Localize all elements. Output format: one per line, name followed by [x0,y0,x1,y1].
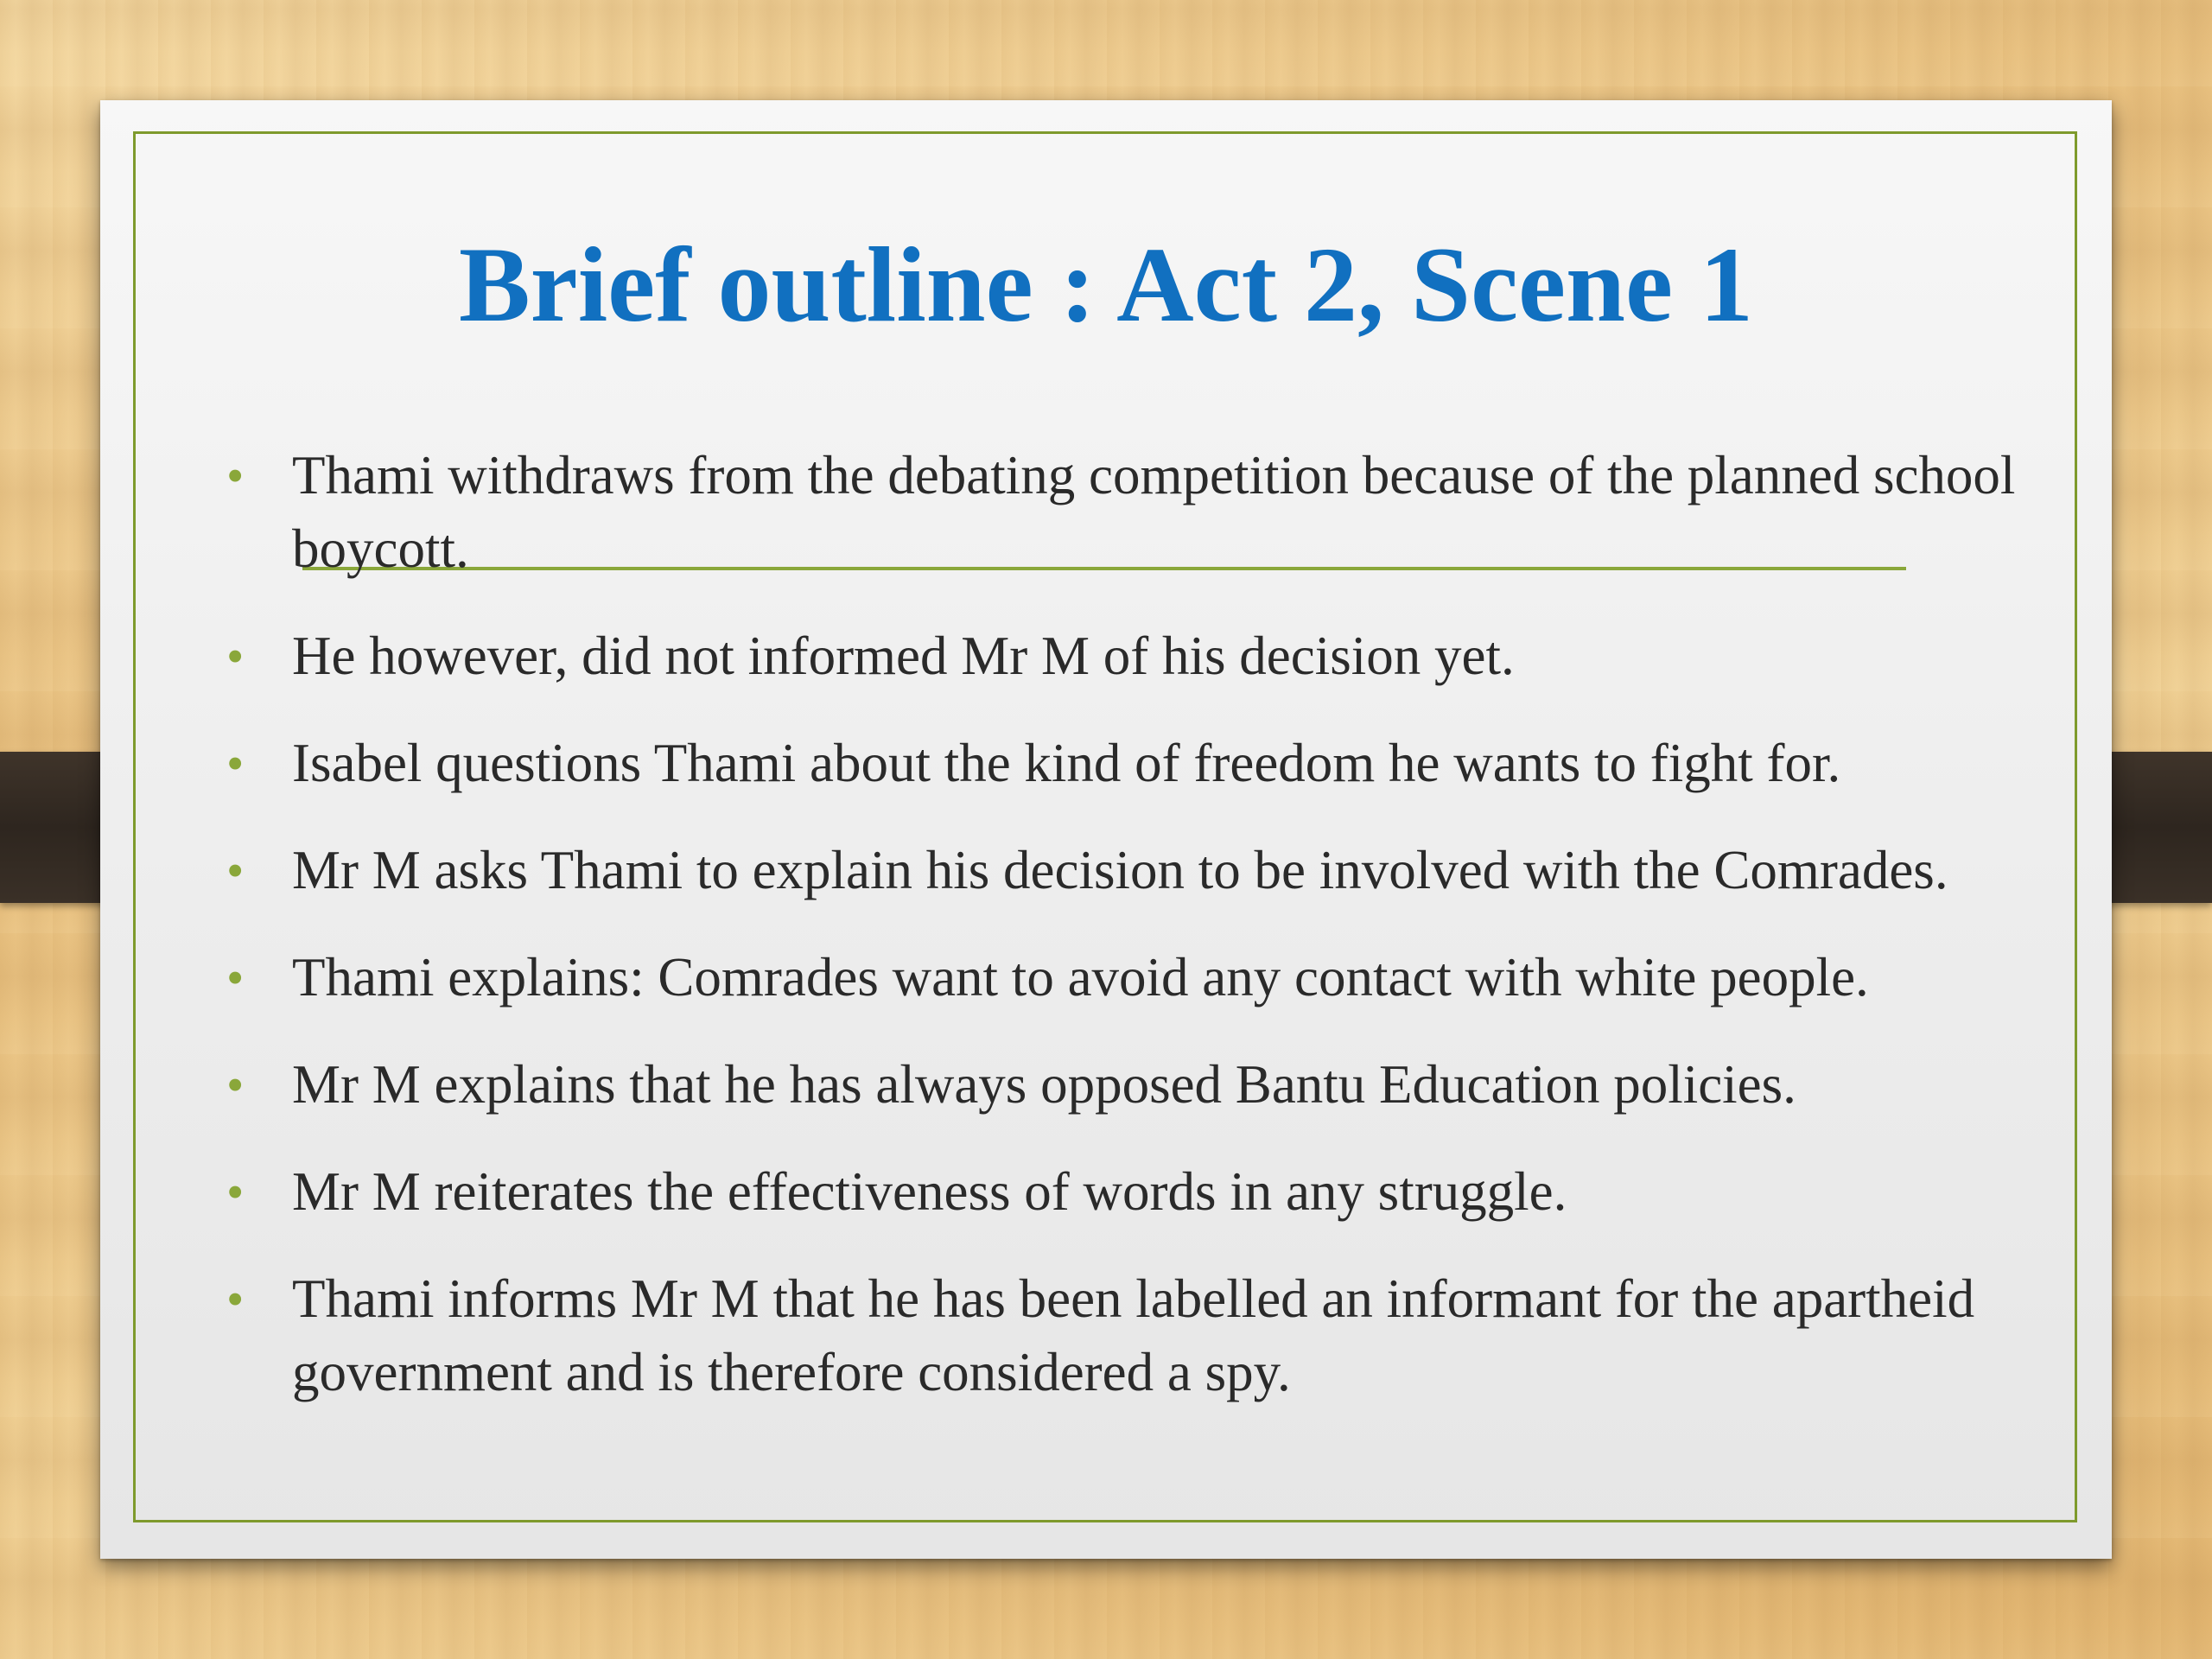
bullet-icon: • [226,628,245,684]
bullet-icon: • [226,950,245,1006]
bullet-icon: • [226,735,245,791]
bullet-item-6 [216,1048,2048,1122]
bullet-icon: • [226,1057,245,1113]
bullet-text: Thami explains: Comrades want to avoid any contact with white people. [292,947,1869,1007]
bullet-item-4 [216,834,2048,907]
bullet-item-1 [216,439,2048,586]
bullet-text: Thami withdraws from the debating competition because of the planned school boycott. [292,445,2016,579]
slide-title: Brief outline : Act 2, Scene 1 [458,226,1754,344]
bullet-text: Mr M asks Thami to explain his decision to be involved with the Comrades. [292,840,1948,900]
bullet-text: Mr M reiterates the effectiveness of words in any struggle. [292,1161,1567,1222]
bullet-item-2 [216,620,2048,693]
bullet-text: Thami informs Mr M that he has been labelled an informant for the apartheid government and is therefore considered a spy. [292,1268,1975,1402]
bullet-text: He however, did not informed Mr M of his decision yet. [292,626,1515,686]
bullet-text: Isabel questions Thami about the kind of freedom he wants to fight for. [292,733,1841,793]
bullet-icon: • [226,1271,245,1327]
bullet-text: Mr M explains that he has always opposed Bantu Education policies. [292,1054,1796,1115]
bullet-item-7 [216,1155,2048,1229]
bullet-icon: • [226,842,245,899]
bullet-icon: • [226,448,245,504]
bullet-item-5 [216,941,2048,1014]
bullet-item-8 [216,1262,2048,1409]
bullet-item-3 [216,727,2048,800]
bullet-list [216,439,2048,1443]
bullet-icon: • [226,1164,245,1220]
